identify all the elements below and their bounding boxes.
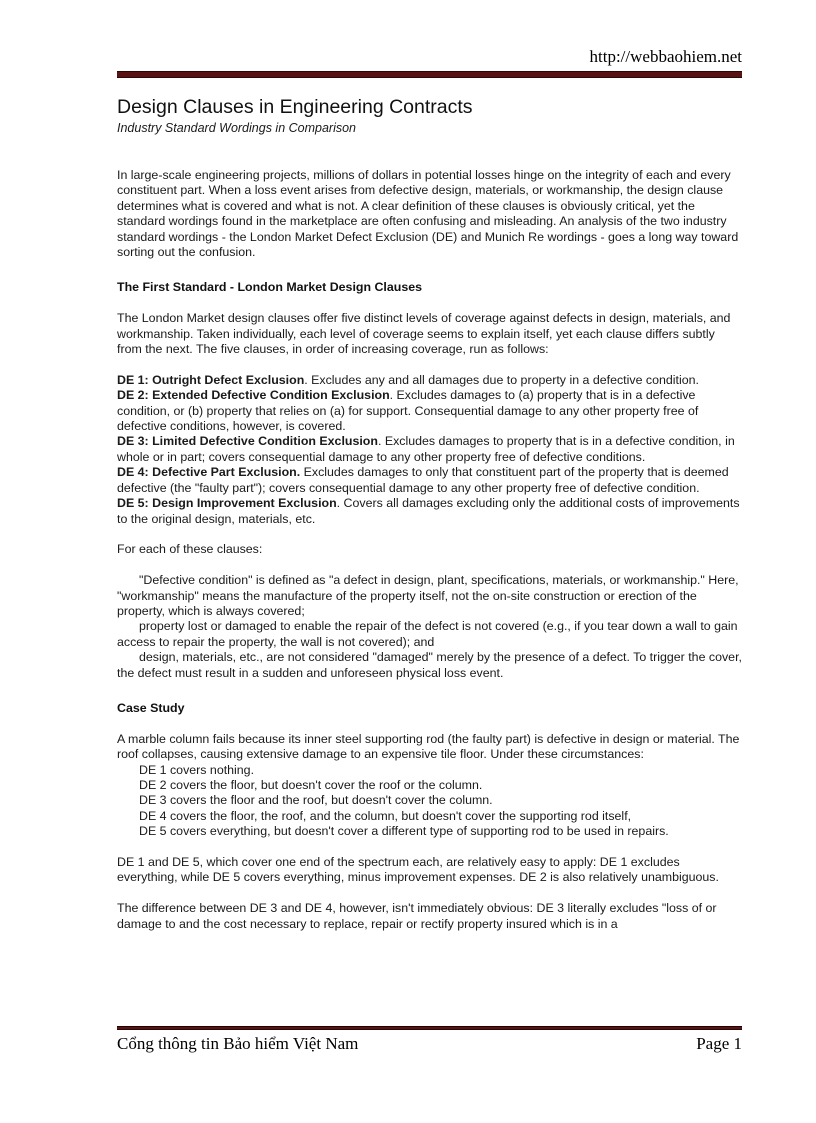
header-url: http://webbaohiem.net: [589, 47, 742, 66]
de-clause-lead: DE 4: Defective Part Exclusion.: [117, 465, 301, 480]
clause-note: "Defective condition" is defined as "a defect in design, plant, specifications, materials, or workmanship." Here, "workmanship" means the manufacture of the property itself, not the on-site construction or erection of the property, which is always covered;: [117, 573, 739, 618]
de-clause-item: [117, 496, 742, 527]
document-body: [117, 168, 742, 932]
de-clause-rest: . Covers all damages excluding only the additional costs of improvements to the original design, materials, etc.: [117, 496, 740, 526]
de-clause-rest: . Excludes damages to (a) property that is in a defective condition, or (b) property that relies on (a) for support. Consequential damage to any other property free of defective conditions, however, is covered.: [117, 388, 699, 434]
footer-rule: [117, 1026, 742, 1030]
for-each-label: For each of these clauses:: [117, 542, 263, 557]
footer-row: [117, 1034, 742, 1054]
de-clause-lead: DE 5: Design Improvement Exclusion: [117, 496, 337, 511]
case-study-item: DE 2 covers the floor, but doesn't cover the roof or the column.: [139, 777, 483, 792]
page-footer: [117, 1026, 742, 1054]
de-clause-lead: DE 2: Extended Defective Condition Exclusion: [117, 388, 390, 403]
section-heading-case-study: Case Study: [117, 700, 185, 715]
page-content: [117, 0, 742, 947]
de-clause-item: [117, 465, 742, 496]
de-clause-rest: . Excludes any and all damages due to property in a defective condition.: [304, 372, 699, 387]
document-subtitle: Industry Standard Wordings in Comparison: [117, 121, 357, 135]
summary-paragraph-1: DE 1 and DE 5, which cover one end of the spectrum each, are relatively easy to apply: DE 1 excludes everything, while DE 5 covers everything, minus improvement expenses. DE 2 is also relatively unambiguous.: [117, 854, 719, 885]
clause-note: property lost or damaged to enable the repair of the defect is not covered (e.g., if you tear down a wall to gain access to repair the property, the wall is not covered); and: [117, 619, 738, 649]
case-study-item: DE 1 covers nothing.: [139, 762, 255, 777]
section1-intro-paragraph: The London Market design clauses offer five distinct levels of coverage against defects in design, materials, and workmanship. Taken individually, each level of coverage seems to explain itself, yet each clause differs subtly from the next. The five clauses, in order of increasing coverage, run as follows:: [117, 311, 731, 357]
document-title: Design Clauses in Engineering Contracts: [117, 96, 473, 118]
de-clause-rest: Excludes damages to only that constituent part of the property that is deemed defective (the "faulty part"); covers consequential damage to any other property free of defective condition.: [117, 465, 729, 495]
case-study-item: DE 3 covers the floor and the roof, but doesn't cover the column.: [139, 793, 493, 808]
section-heading-first-standard: The First Standard - London Market Design Clauses: [117, 280, 422, 295]
summary-paragraph-2: The difference between DE 3 and DE 4, however, isn't immediately obvious: DE 3 literally excludes "loss of or damage to and the cost necessary to replace, repair or rectify property insured which is in a: [117, 901, 717, 931]
case-study-intro: A marble column fails because its inner steel supporting rod (the faulty part) is defective in design or material. The roof collapses, causing extensive damage to an expensive tile floor. Under these circumstances:: [117, 731, 740, 762]
case-study-item: DE 4 covers the floor, the roof, and the column, but doesn't cover the supporting rod itself,: [139, 808, 632, 823]
case-study-list: [117, 763, 742, 840]
header-rule: [117, 71, 742, 78]
de-clause-list: [117, 373, 742, 527]
de-clause-item: [117, 434, 742, 465]
de-clause-rest: . Excludes damages to property that is in a defective condition, in whole or in part; covers consequential damage to any other property free of defective conditions.: [117, 434, 735, 464]
de-clause-item: [117, 373, 742, 388]
case-study-item: DE 5 covers everything, but doesn't cover a different type of supporting rod to be used in repairs.: [139, 824, 669, 839]
footer-page-number: Page 1: [696, 1034, 742, 1053]
clause-note: design, materials, etc., are not considered "damaged" merely by the presence of a defect. To trigger the cover, the defect must result in a sudden and unforeseen physical loss event.: [117, 650, 742, 680]
intro-paragraph: In large-scale engineering projects, millions of dollars in potential losses hinge on the integrity of each and every constituent part. When a loss event arises from defective design, materials, or workmanship, the design clause determines what is covered and what is not. A clear definition of these clauses is obviously critical, yet the standard wordings found in the marketplace are often confusing and misleading. An analysis of the two industry standard wordings - the London Market Defect Exclusion (DE) and Munich Re wordings - goes a long way toward sorting out the confusion.: [117, 168, 739, 260]
footer-site-name: Cổng thông tin Bảo hiểm Việt Nam: [117, 1034, 359, 1053]
de-clause-item: [117, 388, 742, 434]
clause-notes: [117, 573, 742, 681]
de-clause-lead: DE 1: Outright Defect Exclusion: [117, 372, 305, 387]
de-clause-lead: DE 3: Limited Defective Condition Exclusion: [117, 434, 378, 449]
